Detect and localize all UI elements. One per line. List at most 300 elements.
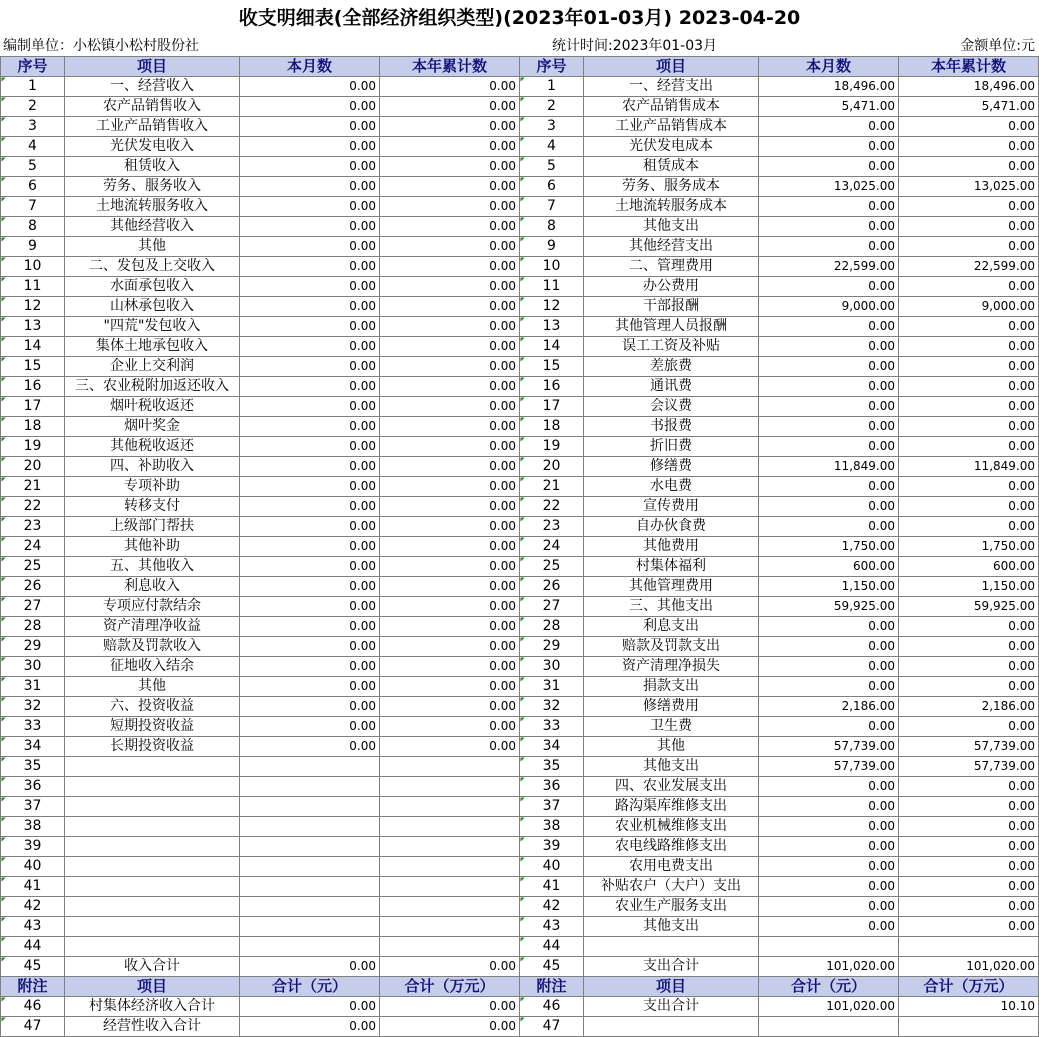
expense-month-cell[interactable]: 59,925.00 — [759, 597, 899, 617]
expense-seq-cell[interactable]: 21 — [520, 477, 584, 497]
income-ytd-cell[interactable]: 0.00 — [380, 257, 520, 277]
income-month-cell[interactable]: 0.00 — [240, 357, 380, 377]
income-ytd-cell[interactable] — [380, 877, 520, 897]
income-month-cell[interactable]: 0.00 — [240, 257, 380, 277]
expense-month-cell[interactable]: 101,020.00 — [759, 957, 899, 977]
expense-month-cell[interactable]: 1,750.00 — [759, 537, 899, 557]
expense-seq-cell[interactable]: 16 — [520, 377, 584, 397]
expense-ytd-cell[interactable]: 0.00 — [899, 657, 1039, 677]
expense-ytd-cell[interactable]: 0.00 — [899, 477, 1039, 497]
income-ytd-cell[interactable]: 0.00 — [380, 517, 520, 537]
expense-month-cell[interactable]: 0.00 — [759, 217, 899, 237]
expense-seq-cell[interactable]: 13 — [520, 317, 584, 337]
expense-ytd-cell[interactable]: 57,739.00 — [899, 737, 1039, 757]
expense-seq-cell[interactable]: 3 — [520, 117, 584, 137]
income-seq-cell[interactable]: 24 — [1, 537, 65, 557]
expense-seq-cell[interactable]: 25 — [520, 557, 584, 577]
income-month-cell[interactable] — [240, 917, 380, 937]
income-item-cell[interactable]: 山林承包收入 — [65, 297, 240, 317]
income-item-cell[interactable]: 集体土地承包收入 — [65, 337, 240, 357]
income-seq-cell[interactable]: 3 — [1, 117, 65, 137]
expense-ytd-cell[interactable]: 0.00 — [899, 197, 1039, 217]
income-month-cell[interactable]: 0.00 — [240, 417, 380, 437]
expense-seq-cell[interactable]: 7 — [520, 197, 584, 217]
income-month-cell[interactable]: 0.00 — [240, 177, 380, 197]
expense-ytd-cell[interactable]: 0.00 — [899, 377, 1039, 397]
income-ytd-cell[interactable]: 0.00 — [380, 497, 520, 517]
expense-month-cell[interactable]: 0.00 — [759, 677, 899, 697]
expense-ytd-cell[interactable]: 0.00 — [899, 897, 1039, 917]
expense-month-cell[interactable]: 0.00 — [759, 357, 899, 377]
income-seq-cell[interactable]: 20 — [1, 457, 65, 477]
expense-item-cell[interactable]: 其他 — [584, 737, 759, 757]
income-month-cell[interactable] — [240, 837, 380, 857]
expense-seq-cell[interactable]: 35 — [520, 757, 584, 777]
income-ytd-cell[interactable] — [380, 937, 520, 957]
expense-seq-cell[interactable]: 41 — [520, 877, 584, 897]
income-item-cell[interactable]: 专项应付款结余 — [65, 597, 240, 617]
expense-seq-cell[interactable]: 37 — [520, 797, 584, 817]
expense-month-cell[interactable]: 0.00 — [759, 397, 899, 417]
expense-item-cell[interactable]: 赔款及罚款支出 — [584, 637, 759, 657]
income-seq-cell[interactable]: 13 — [1, 317, 65, 337]
income-seq-cell[interactable]: 12 — [1, 297, 65, 317]
income-ytd-cell[interactable] — [380, 857, 520, 877]
income-month-cell[interactable]: 0.00 — [240, 497, 380, 517]
income-seq-cell[interactable]: 11 — [1, 277, 65, 297]
income-month-cell[interactable]: 0.00 — [240, 697, 380, 717]
income-ytd-cell[interactable]: 0.00 — [380, 657, 520, 677]
expense-month-cell[interactable]: 0.00 — [759, 477, 899, 497]
header-expense-ytd[interactable]: 本年累计数 — [899, 57, 1039, 77]
income-seq-cell[interactable]: 2 — [1, 97, 65, 117]
income-ytd-cell[interactable] — [380, 757, 520, 777]
income-ytd-cell[interactable]: 0.00 — [380, 177, 520, 197]
income-item-cell[interactable]: 经营性收入合计 — [65, 1017, 240, 1037]
header-income-month[interactable]: 本月数 — [240, 57, 380, 77]
income-item-cell[interactable]: 劳务、服务收入 — [65, 177, 240, 197]
expense-seq-cell[interactable]: 45 — [520, 957, 584, 977]
income-month-cell[interactable]: 0.00 — [240, 137, 380, 157]
expense-ytd-cell[interactable]: 0.00 — [899, 877, 1039, 897]
income-seq-cell[interactable]: 46 — [1, 997, 65, 1017]
expense-ytd-cell[interactable]: 9,000.00 — [899, 297, 1039, 317]
income-month-cell[interactable] — [240, 817, 380, 837]
income-item-cell[interactable]: 其他 — [65, 677, 240, 697]
income-item-cell[interactable] — [65, 937, 240, 957]
expense-month-cell[interactable]: 0.00 — [759, 917, 899, 937]
expense-item-cell[interactable]: 资产清理净损失 — [584, 657, 759, 677]
expense-item-cell[interactable]: 租赁成本 — [584, 157, 759, 177]
expense-seq-cell[interactable]: 14 — [520, 337, 584, 357]
expense-item-cell[interactable]: 修缮费用 — [584, 697, 759, 717]
expense-month-cell[interactable]: 0.00 — [759, 877, 899, 897]
expense-seq-cell[interactable]: 6 — [520, 177, 584, 197]
expense-ytd-cell[interactable]: 18,496.00 — [899, 77, 1039, 97]
income-month-cell[interactable]: 0.00 — [240, 637, 380, 657]
income-item-cell[interactable] — [65, 877, 240, 897]
income-ytd-cell[interactable]: 0.00 — [380, 457, 520, 477]
income-item-cell[interactable]: 一、经营收入 — [65, 77, 240, 97]
expense-ytd-cell[interactable]: 0.00 — [899, 397, 1039, 417]
expense-seq-cell[interactable]: 10 — [520, 257, 584, 277]
income-item-cell[interactable]: 资产清理净收益 — [65, 617, 240, 637]
expense-seq-cell[interactable]: 33 — [520, 717, 584, 737]
expense-item-cell[interactable]: 差旅费 — [584, 357, 759, 377]
expense-month-cell[interactable] — [759, 937, 899, 957]
income-seq-cell[interactable]: 21 — [1, 477, 65, 497]
income-item-cell[interactable]: 三、农业税附加返还收入 — [65, 377, 240, 397]
income-seq-cell[interactable]: 25 — [1, 557, 65, 577]
expense-month-cell[interactable]: 0.00 — [759, 157, 899, 177]
income-month-cell[interactable]: 0.00 — [240, 557, 380, 577]
income-month-cell[interactable] — [240, 877, 380, 897]
expense-month-cell[interactable]: 0.00 — [759, 197, 899, 217]
income-item-cell[interactable]: 农产品销售收入 — [65, 97, 240, 117]
income-item-cell[interactable]: 长期投资收益 — [65, 737, 240, 757]
income-ytd-cell[interactable]: 0.00 — [380, 297, 520, 317]
expense-month-cell[interactable]: 1,150.00 — [759, 577, 899, 597]
expense-ytd-cell[interactable]: 11,849.00 — [899, 457, 1039, 477]
income-item-cell[interactable]: 短期投资收益 — [65, 717, 240, 737]
expense-month-cell[interactable]: 0.00 — [759, 637, 899, 657]
income-item-cell[interactable]: 赔款及罚款收入 — [65, 637, 240, 657]
expense-month-cell[interactable]: 0.00 — [759, 817, 899, 837]
income-seq-cell[interactable]: 4 — [1, 137, 65, 157]
income-ytd-cell[interactable]: 0.00 — [380, 277, 520, 297]
income-ytd-cell[interactable]: 0.00 — [380, 677, 520, 697]
income-ytd-cell[interactable] — [380, 817, 520, 837]
expense-ytd-cell[interactable]: 0.00 — [899, 777, 1039, 797]
expense-ytd-cell[interactable] — [899, 1017, 1039, 1037]
income-ytd-cell[interactable]: 0.00 — [380, 317, 520, 337]
expense-seq-cell[interactable]: 27 — [520, 597, 584, 617]
income-seq-cell[interactable]: 37 — [1, 797, 65, 817]
expense-ytd-cell[interactable]: 0.00 — [899, 617, 1039, 637]
header-expense-item[interactable]: 项目 — [584, 57, 759, 77]
expense-month-cell[interactable]: 0.00 — [759, 897, 899, 917]
expense-item-cell[interactable]: 卫生费 — [584, 717, 759, 737]
income-month-cell[interactable]: 0.00 — [240, 337, 380, 357]
expense-month-cell[interactable]: 0.00 — [759, 797, 899, 817]
income-seq-cell[interactable]: 9 — [1, 237, 65, 257]
expense-ytd-cell[interactable]: 1,750.00 — [899, 537, 1039, 557]
income-month-cell[interactable] — [240, 797, 380, 817]
expense-ytd-cell[interactable]: 0.00 — [899, 117, 1039, 137]
income-item-cell[interactable]: 五、其他收入 — [65, 557, 240, 577]
expense-month-cell[interactable]: 0.00 — [759, 337, 899, 357]
expense-item-cell[interactable]: 农电线路维修支出 — [584, 837, 759, 857]
expense-seq-cell[interactable]: 36 — [520, 777, 584, 797]
expense-month-cell[interactable]: 0.00 — [759, 657, 899, 677]
expense-ytd-cell[interactable]: 0.00 — [899, 917, 1039, 937]
expense-month-cell[interactable]: 0.00 — [759, 437, 899, 457]
income-month-cell[interactable]: 0.00 — [240, 617, 380, 637]
expense-ytd-cell[interactable]: 0.00 — [899, 237, 1039, 257]
income-item-cell[interactable] — [65, 857, 240, 877]
income-ytd-cell[interactable]: 0.00 — [380, 597, 520, 617]
income-seq-cell[interactable]: 30 — [1, 657, 65, 677]
income-seq-cell[interactable]: 14 — [1, 337, 65, 357]
expense-item-cell[interactable]: 支出合计 — [584, 957, 759, 977]
income-ytd-cell[interactable]: 0.00 — [380, 717, 520, 737]
header-income-ytd[interactable]: 本年累计数 — [380, 57, 520, 77]
income-ytd-cell[interactable] — [380, 777, 520, 797]
income-seq-cell[interactable]: 27 — [1, 597, 65, 617]
income-seq-cell[interactable]: 10 — [1, 257, 65, 277]
income-item-cell[interactable]: 其他补助 — [65, 537, 240, 557]
expense-item-cell[interactable]: 土地流转服务成本 — [584, 197, 759, 217]
income-item-cell[interactable]: 光伏发电收入 — [65, 137, 240, 157]
income-month-cell[interactable]: 0.00 — [240, 737, 380, 757]
expense-month-cell[interactable]: 13,025.00 — [759, 177, 899, 197]
expense-ytd-cell[interactable]: 22,599.00 — [899, 257, 1039, 277]
expense-seq-cell[interactable]: 44 — [520, 937, 584, 957]
expense-month-cell[interactable]: 101,020.00 — [759, 997, 899, 1017]
income-ytd-cell[interactable]: 0.00 — [380, 637, 520, 657]
expense-item-cell[interactable]: 农用电费支出 — [584, 857, 759, 877]
expense-seq-cell[interactable]: 19 — [520, 437, 584, 457]
expense-item-cell[interactable]: 农业机械维修支出 — [584, 817, 759, 837]
expense-month-cell[interactable]: 600.00 — [759, 557, 899, 577]
income-item-cell[interactable]: 租赁收入 — [65, 157, 240, 177]
expense-ytd-cell[interactable]: 0.00 — [899, 677, 1039, 697]
expense-ytd-cell[interactable]: 0.00 — [899, 217, 1039, 237]
income-ytd-cell[interactable] — [380, 837, 520, 857]
expense-item-cell[interactable]: 其他管理人员报酬 — [584, 317, 759, 337]
income-month-cell[interactable]: 0.00 — [240, 217, 380, 237]
income-month-cell[interactable]: 0.00 — [240, 297, 380, 317]
expense-ytd-cell[interactable]: 600.00 — [899, 557, 1039, 577]
expense-month-cell[interactable]: 0.00 — [759, 497, 899, 517]
expense-ytd-cell[interactable]: 2,186.00 — [899, 697, 1039, 717]
income-ytd-cell[interactable]: 0.00 — [380, 357, 520, 377]
income-ytd-cell[interactable]: 0.00 — [380, 1017, 520, 1037]
expense-item-cell[interactable]: 其他经营支出 — [584, 237, 759, 257]
expense-ytd-cell[interactable]: 13,025.00 — [899, 177, 1039, 197]
expense-seq-cell[interactable]: 15 — [520, 357, 584, 377]
income-ytd-cell[interactable]: 0.00 — [380, 97, 520, 117]
income-month-cell[interactable]: 0.00 — [240, 1017, 380, 1037]
income-item-cell[interactable] — [65, 797, 240, 817]
expense-seq-cell[interactable]: 22 — [520, 497, 584, 517]
expense-ytd-cell[interactable]: 0.00 — [899, 137, 1039, 157]
income-item-cell[interactable]: 水面承包收入 — [65, 277, 240, 297]
expense-ytd-cell[interactable]: 0.00 — [899, 517, 1039, 537]
expense-ytd-cell[interactable]: 0.00 — [899, 317, 1039, 337]
expense-ytd-cell[interactable]: 1,150.00 — [899, 577, 1039, 597]
expense-seq-cell[interactable]: 38 — [520, 817, 584, 837]
income-item-cell[interactable]: 六、投资收益 — [65, 697, 240, 717]
expense-ytd-cell[interactable]: 5,471.00 — [899, 97, 1039, 117]
income-ytd-cell[interactable]: 0.00 — [380, 437, 520, 457]
income-item-cell[interactable] — [65, 817, 240, 837]
expense-seq-cell[interactable]: 32 — [520, 697, 584, 717]
income-ytd-cell[interactable]: 0.00 — [380, 417, 520, 437]
expense-seq-cell[interactable]: 11 — [520, 277, 584, 297]
income-seq-cell[interactable]: 16 — [1, 377, 65, 397]
income-seq-cell[interactable]: 5 — [1, 157, 65, 177]
income-month-cell[interactable]: 0.00 — [240, 197, 380, 217]
expense-month-cell[interactable]: 0.00 — [759, 517, 899, 537]
income-month-cell[interactable]: 0.00 — [240, 597, 380, 617]
expense-item-cell[interactable]: 农产品销售成本 — [584, 97, 759, 117]
expense-seq-cell[interactable]: 1 — [520, 77, 584, 97]
expense-ytd-cell[interactable]: 0.00 — [899, 717, 1039, 737]
income-item-cell[interactable]: 上级部门帮扶 — [65, 517, 240, 537]
expense-item-cell[interactable]: 其他管理费用 — [584, 577, 759, 597]
expense-seq-cell[interactable]: 23 — [520, 517, 584, 537]
expense-item-cell[interactable]: 捐款支出 — [584, 677, 759, 697]
income-item-cell[interactable]: 工业产品销售收入 — [65, 117, 240, 137]
expense-month-cell[interactable]: 0.00 — [759, 137, 899, 157]
expense-ytd-cell[interactable]: 0.00 — [899, 337, 1039, 357]
expense-item-cell[interactable]: 其他费用 — [584, 537, 759, 557]
expense-ytd-cell[interactable]: 0.00 — [899, 837, 1039, 857]
income-ytd-cell[interactable]: 0.00 — [380, 997, 520, 1017]
expense-item-cell[interactable]: 水电费 — [584, 477, 759, 497]
expense-ytd-cell[interactable]: 101,020.00 — [899, 957, 1039, 977]
expense-month-cell[interactable] — [759, 1017, 899, 1037]
expense-month-cell[interactable]: 0.00 — [759, 277, 899, 297]
header-expense-month[interactable]: 本月数 — [759, 57, 899, 77]
income-item-cell[interactable]: 烟叶税收返还 — [65, 397, 240, 417]
income-month-cell[interactable]: 0.00 — [240, 657, 380, 677]
expense-ytd-cell[interactable]: 10.10 — [899, 997, 1039, 1017]
income-month-cell[interactable]: 0.00 — [240, 117, 380, 137]
income-month-cell[interactable]: 0.00 — [240, 97, 380, 117]
expense-item-cell[interactable]: 修缮费 — [584, 457, 759, 477]
expense-month-cell[interactable]: 57,739.00 — [759, 757, 899, 777]
income-ytd-cell[interactable]: 0.00 — [380, 577, 520, 597]
income-month-cell[interactable]: 0.00 — [240, 577, 380, 597]
income-ytd-cell[interactable]: 0.00 — [380, 337, 520, 357]
expense-seq-cell[interactable]: 4 — [520, 137, 584, 157]
expense-item-cell[interactable]: 二、管理费用 — [584, 257, 759, 277]
expense-ytd-cell[interactable]: 0.00 — [899, 857, 1039, 877]
expense-seq-cell[interactable]: 24 — [520, 537, 584, 557]
income-seq-cell[interactable]: 29 — [1, 637, 65, 657]
income-month-cell[interactable]: 0.00 — [240, 157, 380, 177]
income-seq-cell[interactable]: 43 — [1, 917, 65, 937]
expense-item-cell[interactable] — [584, 1017, 759, 1037]
expense-item-cell[interactable]: 路沟渠库维修支出 — [584, 797, 759, 817]
income-month-cell[interactable] — [240, 937, 380, 957]
income-month-cell[interactable]: 0.00 — [240, 677, 380, 697]
income-item-cell[interactable]: 收入合计 — [65, 957, 240, 977]
income-month-cell[interactable]: 0.00 — [240, 237, 380, 257]
expense-item-cell[interactable]: 误工工资及补贴 — [584, 337, 759, 357]
income-seq-cell[interactable]: 7 — [1, 197, 65, 217]
income-item-cell[interactable]: 烟叶奖金 — [65, 417, 240, 437]
expense-month-cell[interactable]: 0.00 — [759, 717, 899, 737]
expense-month-cell[interactable]: 5,471.00 — [759, 97, 899, 117]
income-ytd-cell[interactable] — [380, 797, 520, 817]
expense-seq-cell[interactable]: 18 — [520, 417, 584, 437]
expense-item-cell[interactable]: 劳务、服务成本 — [584, 177, 759, 197]
income-item-cell[interactable]: 土地流转服务收入 — [65, 197, 240, 217]
expense-item-cell[interactable]: 其他支出 — [584, 217, 759, 237]
income-ytd-cell[interactable]: 0.00 — [380, 537, 520, 557]
expense-ytd-cell[interactable]: 0.00 — [899, 417, 1039, 437]
expense-ytd-cell[interactable]: 57,739.00 — [899, 757, 1039, 777]
expense-month-cell[interactable]: 0.00 — [759, 117, 899, 137]
expense-month-cell[interactable]: 57,739.00 — [759, 737, 899, 757]
income-item-cell[interactable]: 四、补助收入 — [65, 457, 240, 477]
income-month-cell[interactable]: 0.00 — [240, 537, 380, 557]
income-item-cell[interactable]: 村集体经济收入合计 — [65, 997, 240, 1017]
income-month-cell[interactable] — [240, 857, 380, 877]
income-month-cell[interactable] — [240, 757, 380, 777]
header-income-month[interactable]: 合计（元） — [240, 977, 380, 997]
expense-item-cell[interactable]: 宣传费用 — [584, 497, 759, 517]
expense-month-cell[interactable]: 2,186.00 — [759, 697, 899, 717]
expense-item-cell[interactable]: 办公费用 — [584, 277, 759, 297]
expense-item-cell[interactable]: 工业产品销售成本 — [584, 117, 759, 137]
expense-seq-cell[interactable]: 8 — [520, 217, 584, 237]
income-seq-cell[interactable]: 33 — [1, 717, 65, 737]
expense-month-cell[interactable]: 22,599.00 — [759, 257, 899, 277]
income-seq-cell[interactable]: 17 — [1, 397, 65, 417]
income-month-cell[interactable]: 0.00 — [240, 437, 380, 457]
expense-seq-cell[interactable]: 46 — [520, 997, 584, 1017]
income-ytd-cell[interactable]: 0.00 — [380, 137, 520, 157]
income-item-cell[interactable]: 其他税收返还 — [65, 437, 240, 457]
expense-ytd-cell[interactable] — [899, 937, 1039, 957]
income-item-cell[interactable] — [65, 837, 240, 857]
income-item-cell[interactable]: 企业上交利润 — [65, 357, 240, 377]
expense-seq-cell[interactable]: 12 — [520, 297, 584, 317]
expense-month-cell[interactable]: 0.00 — [759, 617, 899, 637]
income-item-cell[interactable]: 其他 — [65, 237, 240, 257]
income-item-cell[interactable] — [65, 777, 240, 797]
expense-item-cell[interactable] — [584, 937, 759, 957]
expense-item-cell[interactable]: 四、农业发展支出 — [584, 777, 759, 797]
expense-item-cell[interactable]: 书报费 — [584, 417, 759, 437]
income-ytd-cell[interactable]: 0.00 — [380, 377, 520, 397]
income-seq-cell[interactable]: 38 — [1, 817, 65, 837]
expense-month-cell[interactable]: 0.00 — [759, 777, 899, 797]
income-ytd-cell[interactable]: 0.00 — [380, 237, 520, 257]
income-item-cell[interactable] — [65, 757, 240, 777]
income-ytd-cell[interactable]: 0.00 — [380, 477, 520, 497]
income-ytd-cell[interactable] — [380, 917, 520, 937]
expense-seq-cell[interactable]: 28 — [520, 617, 584, 637]
expense-month-cell[interactable]: 0.00 — [759, 857, 899, 877]
expense-ytd-cell[interactable]: 0.00 — [899, 437, 1039, 457]
expense-seq-cell[interactable]: 20 — [520, 457, 584, 477]
expense-ytd-cell[interactable]: 0.00 — [899, 497, 1039, 517]
income-ytd-cell[interactable]: 0.00 — [380, 157, 520, 177]
income-seq-cell[interactable]: 45 — [1, 957, 65, 977]
income-item-cell[interactable]: 转移支付 — [65, 497, 240, 517]
income-seq-cell[interactable]: 42 — [1, 897, 65, 917]
expense-item-cell[interactable]: 光伏发电成本 — [584, 137, 759, 157]
income-month-cell[interactable]: 0.00 — [240, 277, 380, 297]
income-seq-cell[interactable]: 19 — [1, 437, 65, 457]
income-ytd-cell[interactable]: 0.00 — [380, 737, 520, 757]
income-month-cell[interactable]: 0.00 — [240, 717, 380, 737]
income-month-cell[interactable]: 0.00 — [240, 317, 380, 337]
income-item-cell[interactable] — [65, 897, 240, 917]
income-item-cell[interactable]: "四荒"发包收入 — [65, 317, 240, 337]
header-expense-ytd[interactable]: 合计（万元） — [899, 977, 1039, 997]
income-seq-cell[interactable]: 6 — [1, 177, 65, 197]
income-month-cell[interactable]: 0.00 — [240, 377, 380, 397]
income-item-cell[interactable]: 二、发包及上交收入 — [65, 257, 240, 277]
income-seq-cell[interactable]: 47 — [1, 1017, 65, 1037]
income-seq-cell[interactable]: 41 — [1, 877, 65, 897]
